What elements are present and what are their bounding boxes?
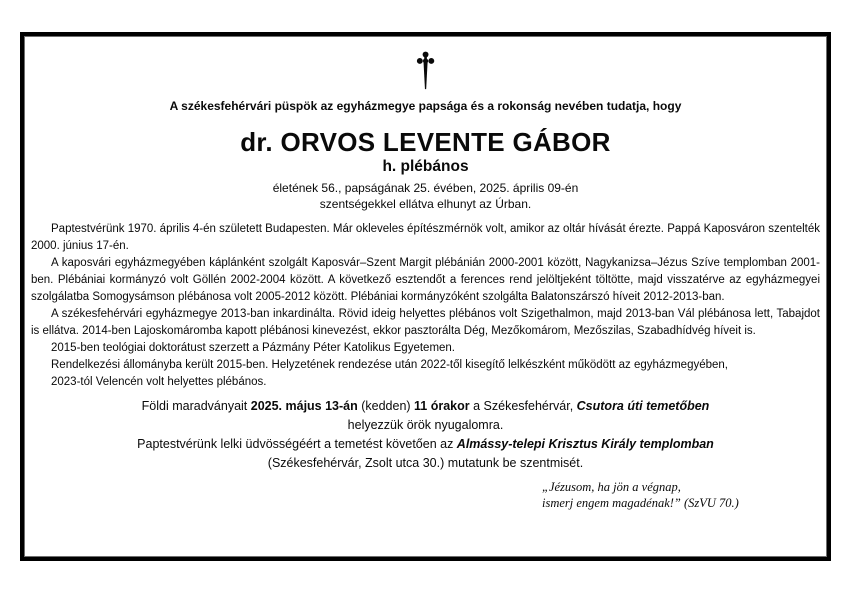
biography-paragraph: Rendelkezési állományba került 2015-ben. Helyzetének rendezése után 2022-től kisegítő lelkészként működött az egyházmegyében, — [51, 359, 728, 371]
mass-pre-text: Paptestvérünk lelki üdvösségéért a temetést követően az — [137, 437, 457, 451]
deceased-title: h. plébános — [382, 158, 469, 175]
death-details-line2: szentségekkel ellátva elhunyt az Úrban. — [319, 197, 532, 211]
funeral-date: 2025. május 13-án — [250, 399, 358, 413]
biography-paragraph: A kaposvári egyházmegyében káplánként szolgált Kaposvár–Szent Margit plébánián 2000-2001 között, Nagykanizsa–Jézus Szíve templomban 2001-ben. Plébániai kormányzó volt Göllén 2002-2004 között. A következő esztendőt a ferences rend jelöltjeként töltötte, majd visszatérve az egyházmegyei szolgálatba Somogysámson plébánosa volt 2005-2012 között. Plébániai kormányzóként szolgálta Balatonszárszó híveit 2012-2013-ban. — [31, 257, 820, 303]
mass-line1 — [31, 435, 820, 454]
funeral-line2: helyezzük örök nyugalomra. — [347, 418, 504, 432]
biography-paragraph: 2015-ben teológiai doktorátust szerzett a Pázmány Péter Katolikus Egyetemen. — [51, 342, 456, 354]
cross-icon — [25, 50, 826, 90]
funeral-place-text: a Székesfehérvár, — [469, 399, 577, 413]
obituary-document — [24, 36, 827, 557]
death-details-line1: életének 56., papságának 25. évében, 2025. április 09-én — [272, 181, 579, 195]
hymn-quote — [542, 479, 826, 511]
funeral-line1 — [31, 397, 820, 416]
quote-line2: ismerj engem magadénak!” (SzVU 70.) — [542, 496, 739, 510]
funeral-day-text: (kedden) — [357, 399, 415, 413]
funeral-pre-text: Földi maradványait — [141, 399, 251, 413]
church-name: Almássy-telepi Krisztus Király templomban — [456, 437, 714, 451]
biography-section — [31, 221, 820, 391]
funeral-time: 11 órakor — [414, 399, 470, 413]
biography-paragraph: A székesfehérvári egyházmegye 2013-ban inkardinálta. Rövid ideig helyettes plébános volt Szigethalmon, majd 2013-ban Vál plébánosa lett, Tabajdot is ellátva. 2014-ben Lajoskomáromba kapott plébánosi kinevezést, ekkor pasztorálta Dég, Mezőkomárom, Mezőszilas, Szabadhídvég híveit is. — [31, 308, 820, 337]
quote-line1: „Jézusom, ha jön a végnap, — [542, 480, 681, 494]
deceased-name: dr. ORVOS LEVENTE GÁBOR — [240, 127, 611, 157]
funeral-section — [31, 397, 820, 473]
biography-paragraph: 2023-tól Velencén volt helyettes plébános. — [51, 376, 267, 388]
biography-paragraph: Paptestvérünk 1970. április 4-én született Budapesten. Már okleveles építészmérnök volt, amikor az oltár hívását érezte. Pappá Kaposváron szentelték 2000. június 17-én. — [31, 223, 820, 252]
cemetery-name: Csutora úti temetőben — [576, 399, 710, 413]
mass-line2: (Székesfehérvár, Zsolt utca 30.) mutatunk be szentmisét. — [267, 456, 584, 470]
announcement-line: A székesfehérvári püspök az egyházmegye papsága és a rokonság nevében tudatja, hogy — [169, 99, 682, 113]
obituary-frame — [20, 32, 831, 561]
